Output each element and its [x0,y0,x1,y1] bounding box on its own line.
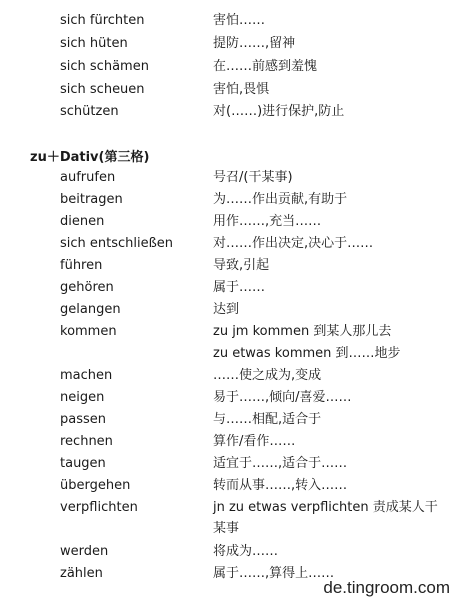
entry-row [0,233,458,255]
entry-row [0,167,458,189]
german-term: sich schämen [60,59,149,74]
german-term: neigen [60,390,105,405]
entry-row [0,497,458,519]
chinese-meaning: zu etwas kommen 到……地步 [213,346,401,361]
entry-row [0,475,458,497]
german-term: werden [60,544,109,559]
german-term: verpflichten [60,500,138,515]
german-term: sich entschließen [60,236,174,251]
entry-row [0,321,458,343]
chinese-meaning: 提防……,留神 [213,36,296,51]
german-term: beitragen [60,192,123,207]
entry-row [0,453,458,475]
entry-row [0,387,458,409]
chinese-meaning: 对(……)进行保护,防止 [213,104,345,119]
german-term: dienen [60,214,105,229]
chinese-meaning: 害怕,畏惧 [213,82,270,97]
chinese-meaning: 对……作出决定,决心于…… [213,236,374,251]
german-term: zählen [60,566,103,581]
chinese-meaning: 在……前感到羞愧 [213,59,318,74]
chinese-meaning: ……使之成为,变成 [213,368,322,383]
chinese-meaning: 害怕…… [213,13,266,28]
german-term: passen [60,412,107,427]
chinese-meaning: 适宜于……,适合于…… [213,456,348,471]
german-term: sich fürchten [60,13,145,28]
german-term: machen [60,368,113,383]
entry-row [0,211,458,233]
german-term: gehören [60,280,114,295]
chinese-meaning: 导致,引起 [213,258,270,273]
entry-row [0,518,458,540]
chinese-meaning: 为……作出贡献,有助于 [213,192,348,207]
entry-row [0,56,458,78]
entry-row [0,431,458,453]
chinese-meaning: 易于……,倾向/喜爱…… [213,390,352,405]
entry-row [0,541,458,563]
german-term: führen [60,258,103,273]
chinese-meaning: 与……相配,适合于 [213,412,322,427]
entry-row [0,33,458,55]
german-term: rechnen [60,434,113,449]
german-term: aufrufen [60,170,116,185]
section-heading: zu＋Dativ(第三格) [30,150,150,165]
german-term: schützen [60,104,119,119]
german-term: taugen [60,456,106,471]
entry-row [0,365,458,387]
chinese-meaning: 号召/(干某事) [213,170,293,185]
german-term: übergehen [60,478,131,493]
chinese-meaning: 转而从事……,转入…… [213,478,348,493]
entry-row [0,189,458,211]
entry-row [0,79,458,101]
chinese-meaning: jn zu etwas verpflichten 责成某人干 [213,500,438,515]
german-term: kommen [60,324,117,339]
chinese-meaning: 算作/看作…… [213,434,296,449]
chinese-meaning: 达到 [213,302,240,317]
entry-row [0,255,458,277]
chinese-meaning: 属于…… [213,280,266,295]
chinese-meaning: 属于……,算得上…… [213,566,335,581]
chinese-meaning: 用作……,充当…… [213,214,322,229]
german-term: sich hüten [60,36,128,51]
entry-row [0,10,458,32]
entry-row [0,409,458,431]
chinese-meaning: zu jm kommen 到某人那儿去 [213,324,392,339]
entry-row [0,343,458,365]
watermark: de.tingroom.com [323,578,450,597]
entry-row [0,299,458,321]
chinese-meaning: 某事 [213,521,240,536]
chinese-meaning: 将成为…… [213,544,279,559]
entry-row [0,101,458,123]
german-term: gelangen [60,302,121,317]
german-term: sich scheuen [60,82,145,97]
entry-row [0,277,458,299]
